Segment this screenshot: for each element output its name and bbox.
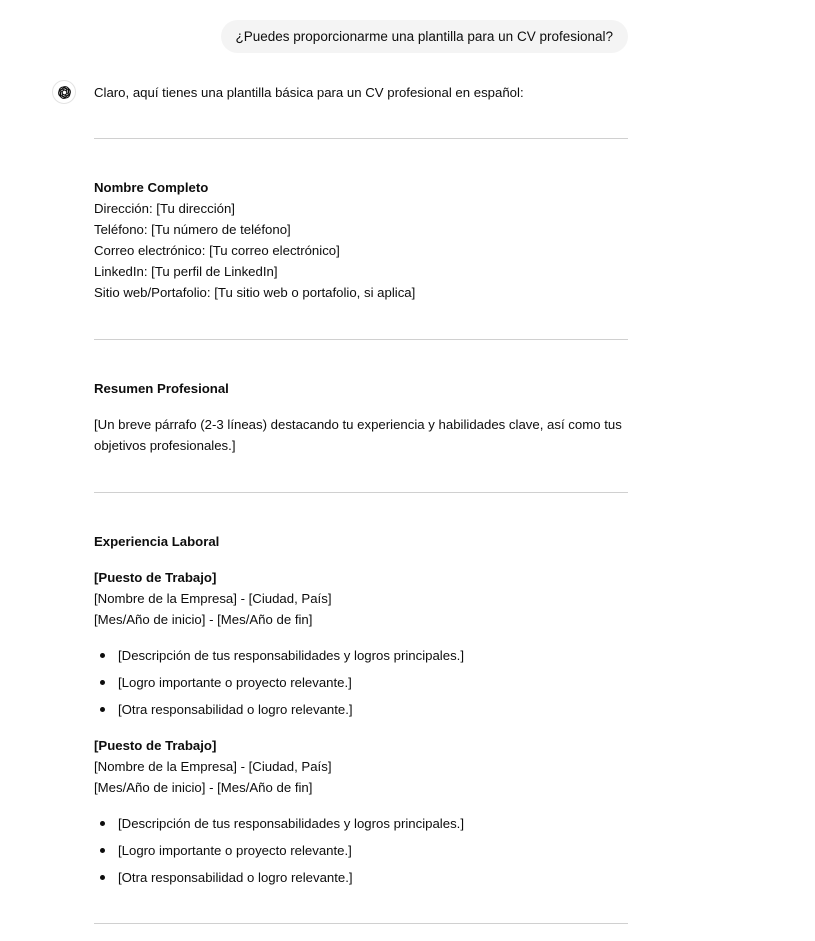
experience-title: Experiencia Laboral <box>94 534 220 549</box>
job-bullets <box>94 645 628 720</box>
experience-section <box>94 531 628 888</box>
job-title: [Puesto de Trabajo] <box>94 570 217 585</box>
contact-phone: Teléfono: [Tu número de teléfono] <box>94 222 291 237</box>
divider <box>94 923 628 924</box>
list-item: [Descripción de tus responsabilidades y logros principales.] <box>94 813 628 834</box>
job-bullets <box>94 813 628 888</box>
job-entry <box>94 567 628 720</box>
list-item: [Logro importante o proyecto relevante.] <box>94 672 628 693</box>
list-item: [Logro importante o proyecto relevante.] <box>94 840 628 861</box>
job-company: [Nombre de la Empresa] - [Ciudad, País] <box>94 759 332 774</box>
user-message-bubble: ¿Puedes proporcionarme una plantilla para un CV profesional? <box>221 20 628 53</box>
openai-logo-icon <box>52 80 76 104</box>
assistant-intro: Claro, aquí tienes una plantilla básica para un CV profesional en español: <box>94 85 524 100</box>
contact-website: Sitio web/Portafolio: [Tu sitio web o portafolio, si aplica] <box>94 285 416 300</box>
contact-section <box>94 177 628 303</box>
list-item: [Descripción de tus responsabilidades y logros principales.] <box>94 645 628 666</box>
job-dates: [Mes/Año de inicio] - [Mes/Año de fin] <box>94 780 313 795</box>
summary-title: Resumen Profesional <box>94 381 229 396</box>
list-item: [Otra responsabilidad o logro relevante.] <box>94 867 628 888</box>
user-message-row <box>221 20 628 53</box>
contact-linkedin: LinkedIn: [Tu perfil de LinkedIn] <box>94 264 278 279</box>
job-title: [Puesto de Trabajo] <box>94 738 217 753</box>
summary-text: [Un breve párrafo (2-3 líneas) destacando tu experiencia y habilidades clave, así como tus objetivos profesionales.] <box>94 417 622 453</box>
list-item: [Otra responsabilidad o logro relevante.] <box>94 699 628 720</box>
contact-email: Correo electrónico: [Tu correo electrónico] <box>94 243 340 258</box>
contact-address: Dirección: [Tu dirección] <box>94 201 235 216</box>
job-dates: [Mes/Año de inicio] - [Mes/Año de fin] <box>94 612 313 627</box>
assistant-message <box>94 82 628 924</box>
job-entry <box>94 735 628 888</box>
job-company: [Nombre de la Empresa] - [Ciudad, País] <box>94 591 332 606</box>
summary-section <box>94 378 628 456</box>
contact-name: Nombre Completo <box>94 180 209 195</box>
